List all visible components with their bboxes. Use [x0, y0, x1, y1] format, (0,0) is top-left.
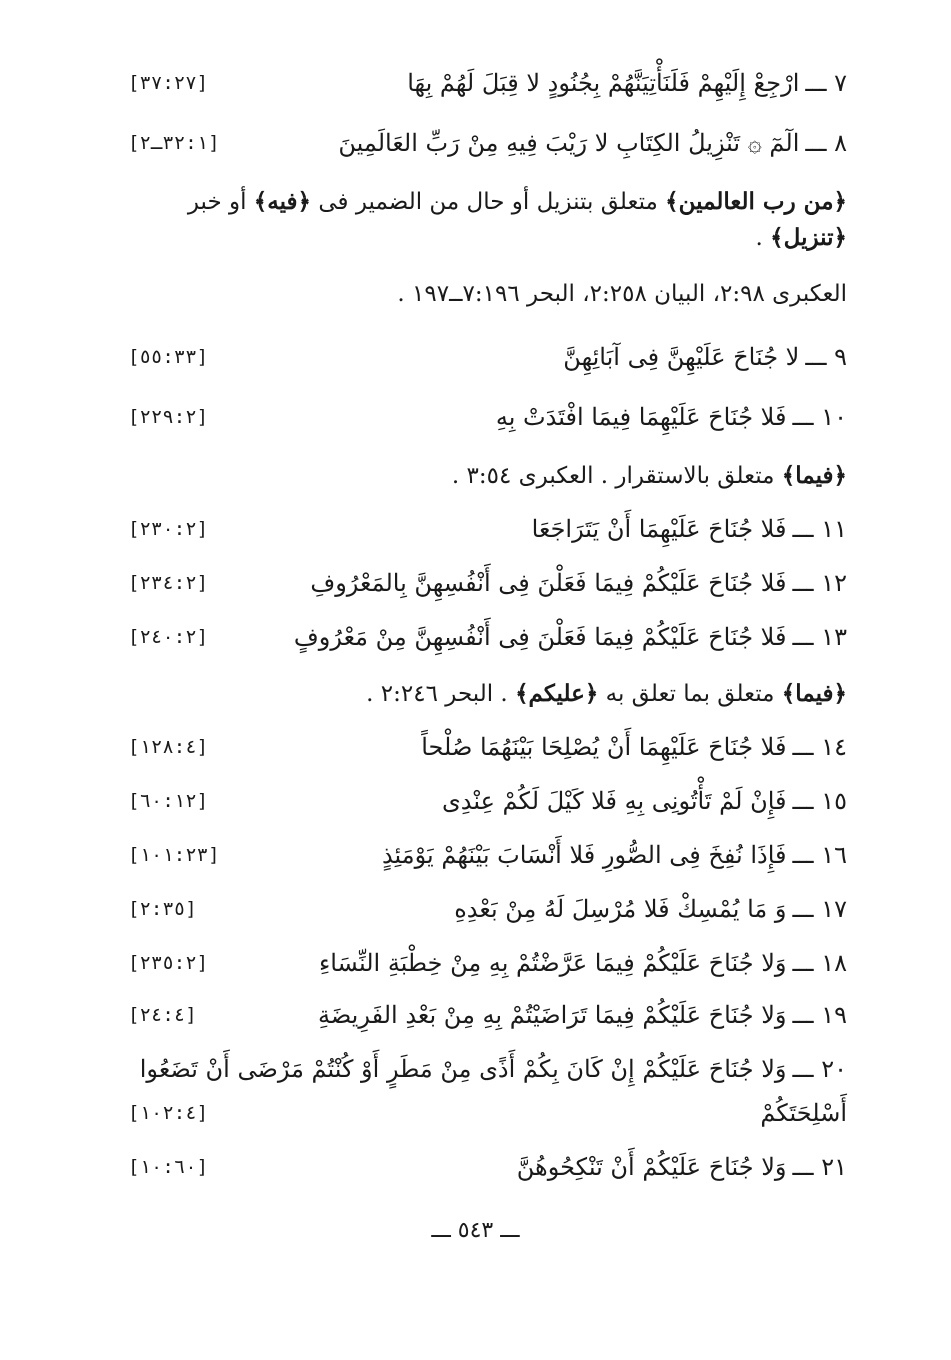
verse-text: ارْجِعْ إِلَيْهِمْ فَلَنَأْتِيَنَّهُمْ بِجُنُودٍ لا قِبَلَ لَهُمْ بِهَا — [407, 69, 800, 97]
note-sources-1: العكبرى ٢:٩٨، البيان ٢:٢٥٨، البحر ٧:١٩٦ــ١٩٧ . — [397, 281, 847, 307]
verse-entry-14 — [128, 730, 847, 764]
ornate-bracket: ﴾ — [515, 680, 529, 707]
note-term: فيما — [795, 462, 834, 489]
entry-number: ١١ ـــ — [792, 515, 847, 543]
verse-entry-9 — [128, 340, 847, 374]
entry-number: ١٩ ـــ — [792, 1001, 847, 1029]
verse-reference: [٣٧:٢٧] — [128, 72, 209, 94]
ornate-bracket: ﴾ — [781, 462, 796, 489]
note-text: متعلق بما تعلق به — [598, 681, 782, 707]
entry-number: ٨ ـــ — [805, 129, 847, 157]
note-term: فيه — [267, 188, 298, 215]
verse-reference: [٣٢:١ـ٢] — [128, 132, 220, 154]
ornate-bracket: ﴿ — [297, 188, 312, 215]
verse-reference: [٢:٣٥] — [128, 898, 197, 920]
entry-number: ١٤ ـــ — [792, 733, 847, 761]
ornate-bracket: ﴿ — [833, 224, 847, 251]
verse-entry-21 — [128, 1150, 847, 1184]
note-text: . — [755, 225, 771, 251]
entry-number: ٩ ـــ — [805, 343, 847, 371]
verse-reference: [٢٢٩:٢] — [128, 406, 209, 428]
entry-number: ١٥ ـــ — [792, 787, 847, 815]
verse-entry-16 — [128, 838, 847, 872]
ornate-bracket: ﴿ — [584, 680, 599, 707]
verse-text: فَإِنْ لَمْ تَأْتُونِى بِهِ فَلا كَيْلَ لَكُمْ عِنْدِى — [441, 787, 787, 815]
verse-reference: [١٢٨:٤] — [128, 736, 209, 758]
verse-reference: [٢٤٠:٢] — [128, 626, 209, 648]
note-text: أو خبر — [187, 189, 254, 215]
entry-number: ١٢ ـــ — [792, 569, 847, 597]
verse-entry-12 — [128, 566, 847, 600]
note-term: تنزيل — [783, 224, 834, 251]
entry-number: ١٦ ـــ — [792, 841, 847, 869]
note-text: متعلق بالاستقرار . العكبرى ٣:٥٤ . — [451, 463, 782, 489]
ornate-bracket: ﴿ — [833, 462, 847, 489]
verse-entry-20 — [128, 1052, 847, 1086]
grammar-note-2 — [128, 458, 847, 494]
page-number: ـــ ٥٤٣ ـــ — [431, 1218, 520, 1243]
verse-reference: [١٠١:٢٣] — [128, 844, 220, 866]
ornate-bracket: ﴾ — [253, 188, 268, 215]
ornate-bracket: ﴾ — [781, 680, 796, 707]
verse-text: وَلا جُنَاحَ عَلَيْكُمْ إِنْ كَانَ بِكُمْ أَذًى مِنْ مَطَرٍ أَوْ كُنْتُمْ مَرْضَى أَنْ تَضَعُوا — [139, 1055, 787, 1083]
entry-number: ١٠ ـــ — [792, 403, 847, 431]
ornate-bracket: ﴾ — [770, 224, 784, 251]
entry-number: ٢٠ ـــ — [792, 1055, 847, 1083]
ornate-bracket: ﴿ — [833, 680, 847, 707]
verse-text: فَلا جُنَاحَ عَلَيْهِمَا أَنْ يُصْلِحَا بَيْنَهُمَا صُلْحاً — [421, 733, 787, 761]
verse-text: فَلا جُنَاحَ عَلَيْهِمَا أَنْ يَتَرَاجَعَا — [531, 515, 787, 543]
verse-entry-10 — [128, 400, 847, 434]
verse-text: الٓمٓ ۞ تَنْزِيلُ الكِتَابِ لا رَيْبَ فِيهِ مِنْ رَبِّ العَالَمِينَ — [338, 129, 800, 157]
verse-reference: [٢٣٤:٢] — [128, 572, 209, 594]
verse-entry-17 — [128, 892, 847, 926]
verse-entry-20-continuation — [128, 1096, 847, 1130]
verse-text: فَلا جُنَاحَ عَلَيْهِمَا فِيمَا افْتَدَتْ بِهِ — [495, 403, 787, 431]
verse-entry-8 — [128, 126, 847, 160]
verse-text: وَلا جُنَاحَ عَلَيْكُمْ فِيمَا تَرَاضَيْتُمْ بِهِ مِنْ بَعْدِ الفَرِيضَةِ — [317, 1001, 787, 1029]
note-text: . البحر ٢:٢٤٦ . — [366, 681, 516, 707]
verse-entry-11 — [128, 512, 847, 546]
ornate-bracket: ﴾ — [665, 188, 679, 215]
verse-reference: [١٠:٦٠] — [128, 1156, 209, 1178]
ornate-bracket: ﴿ — [833, 188, 847, 215]
verse-reference: [٢٣٥:٢] — [128, 952, 209, 974]
verse-reference: [٢٣٠:٢] — [128, 518, 209, 540]
verse-entry-13 — [128, 620, 847, 654]
verse-text: فَلا جُنَاحَ عَلَيْكُمْ فِيمَا فَعَلْنَ فِى أَنْفُسِهِنَّ مِنْ مَعْرُوفٍ — [293, 623, 787, 651]
entry-number: ٧ ـــ — [805, 69, 847, 97]
verse-text: أَسْلِحَتَكُمْ — [760, 1099, 847, 1127]
note-term: من رب العالمين — [678, 188, 834, 215]
verse-text: فَإِذَا نُفِخَ فِى الصُّورِ فَلا أَنْسَابَ بَيْنَهُمْ يَوْمَئِذٍ — [381, 841, 787, 869]
verse-reference: [١٠٢:٤] — [128, 1102, 209, 1124]
verse-text: وَ مَا يُمْسِكْ فَلا مُرْسِلَ لَهُ مِنْ بَعْدِهِ — [454, 895, 787, 923]
verse-text: وَلا جُنَاحَ عَلَيْكُمْ أَنْ تَنْكِحُوهُنَّ — [516, 1153, 787, 1181]
verse-text: وَلا جُنَاحَ عَلَيْكُمْ فِيمَا عَرَّضْتُمْ بِهِ مِنْ خِطْبَةِ النِّسَاءِ — [318, 949, 787, 977]
note-text: متعلق بتنزيل أو حال من الضمير فى — [311, 189, 666, 215]
verse-entry-7 — [128, 66, 847, 100]
entry-number: ١٨ ـــ — [792, 949, 847, 977]
verse-reference: [٦٠:١٢] — [128, 790, 209, 812]
grammar-note-1 — [128, 184, 847, 256]
entry-number: ١٣ ـــ — [792, 623, 847, 651]
entry-number: ٢١ ـــ — [792, 1153, 847, 1181]
verse-entry-15 — [128, 784, 847, 818]
entry-number: ١٧ ـــ — [792, 895, 847, 923]
verse-reference: [٢٤:٤] — [128, 1004, 197, 1026]
verse-reference: [٥٥:٣٣] — [128, 346, 209, 368]
grammar-note-3 — [128, 676, 847, 712]
note-term: فيما — [795, 680, 834, 707]
note-term: عليكم — [528, 680, 585, 707]
verse-entry-19 — [128, 998, 847, 1032]
verse-entry-18 — [128, 946, 847, 980]
verse-text: لا جُنَاحَ عَلَيْهِنَّ فِى آبَائِهِنَّ — [563, 343, 800, 371]
verse-text: فَلا جُنَاحَ عَلَيْكُمْ فِيمَا فَعَلْنَ فِى أَنْفُسِهِنَّ بِالمَعْرُوفِ — [310, 569, 787, 597]
